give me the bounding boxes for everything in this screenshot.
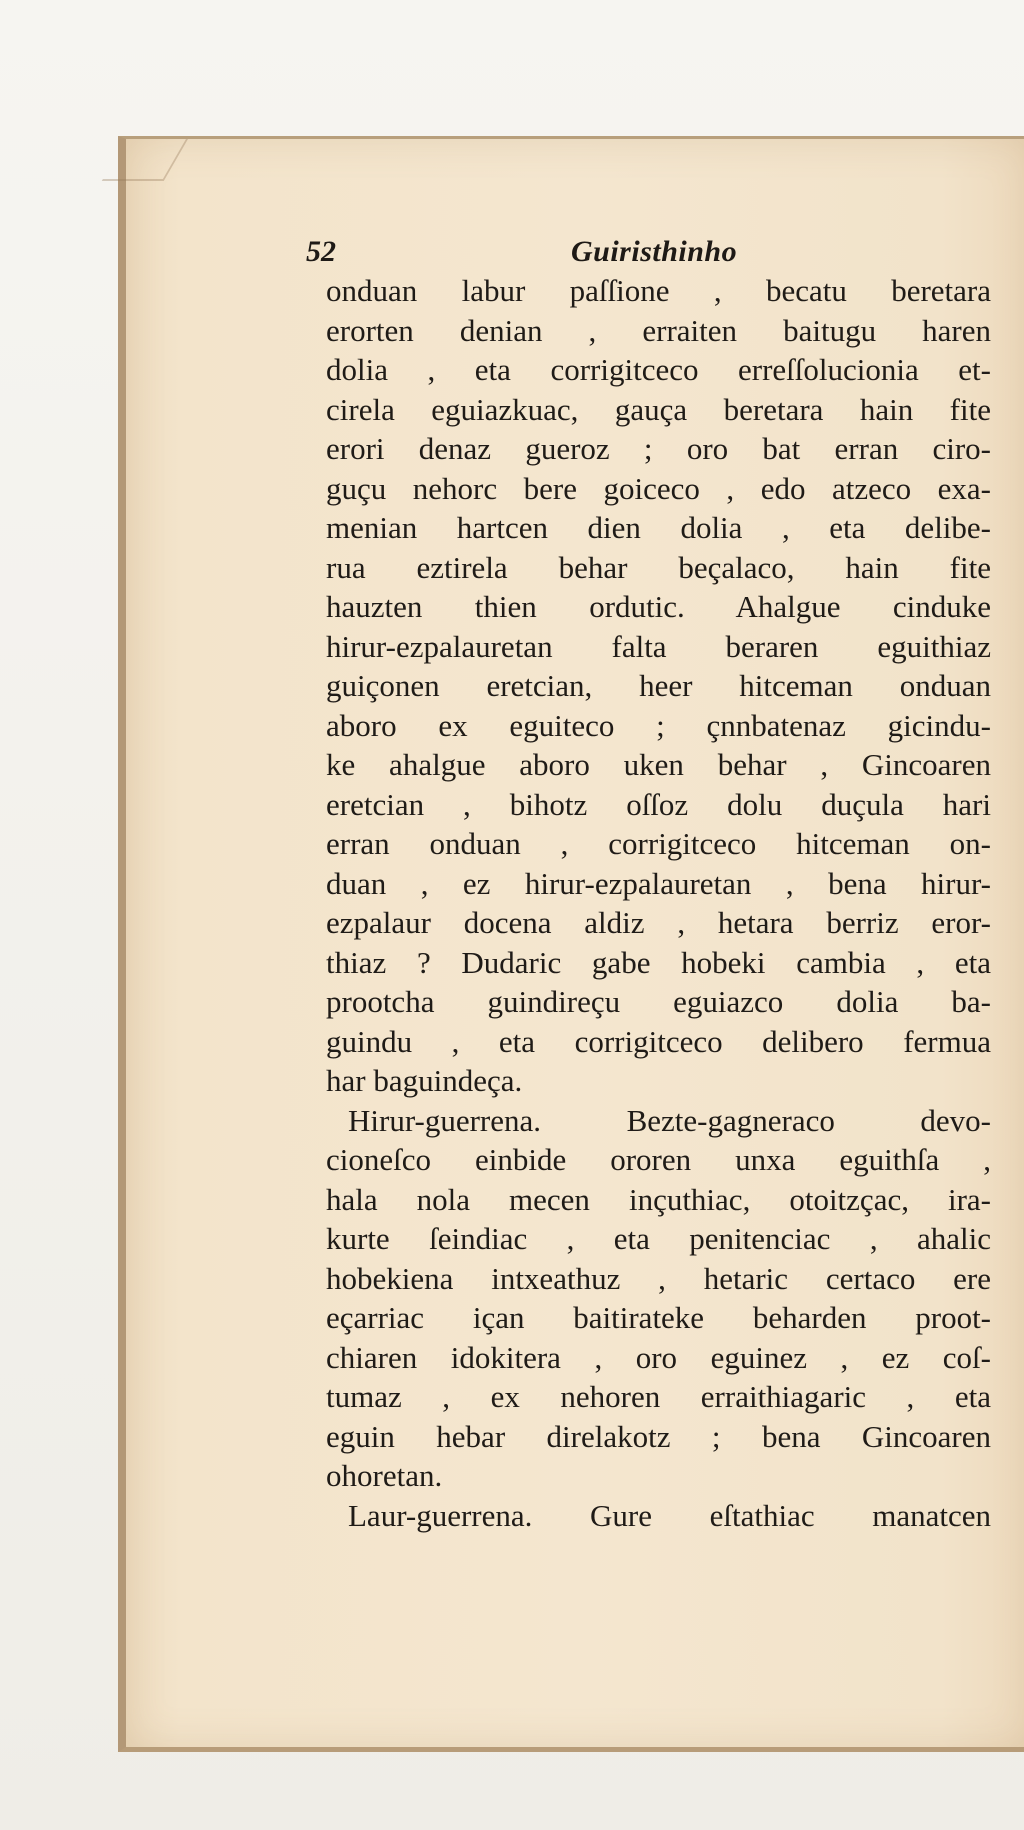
text-line: guindu , eta corrigitceco delibero fermua [326,1023,991,1059]
text-line: duan , ez hirur-ezpalauretan , bena hirur- [326,865,991,901]
text-line: aboro ex eguiteco ; çnnbatenaz gicindu- [326,707,991,743]
text-line: onduan labur paſſione , becatu beretara [326,273,991,308]
text-line: hobekiena intxeathuz , hetaric certaco ere [326,1260,991,1296]
paragraph-start: Hirur-guerrena. Bezte-gagneraco devo- [348,1102,991,1138]
text-line: cioneſco einbide ororen unxa eguithſa , [326,1142,991,1177]
text-line: guçu nehorc bere goiceco , edo atzeco exa- [326,470,991,506]
paragraph-start: Laur-guerrena. Gure eſtathiac manatcen [348,1497,991,1533]
text-line: menian hartcen dien dolia , eta delibe- [326,510,991,545]
text-line: cirela eguiazkuac, gauça beretara hain fite [326,391,991,427]
text-line: har baguindeça. [326,1063,523,1098]
text-line: ohoretan. [326,1458,443,1493]
text-line: hauzten thien ordutic. Ahalgue cinduke [326,589,991,624]
text-line: hirur-ezpalauretan falta beraren eguithiaz [326,628,991,664]
page-number: 52 [306,235,336,268]
text-line: prootcha guindireçu eguiazco dolia ba- [326,984,991,1019]
text-line: chiaren idokitera , oro eguinez , ez coſ- [326,1339,991,1375]
text-line: guiçonen eretcian, heer hitceman onduan [326,668,991,703]
text-line: ezpalaur docena aldiz , hetara berriz eror- [326,905,991,940]
running-head: Guiristhinho [571,235,738,268]
text-line: erori denaz gueroz ; oro bat erran ciro- [326,431,991,466]
text-line: kurte ſeindiac , eta penitenciac , ahalic [326,1221,991,1256]
text-line: tumaz , ex nehoren erraithiagaric , eta [326,1379,991,1414]
text-line: eçarriac içan baitirateke beharden proot- [326,1300,991,1335]
text-line: thiaz ? Dudaric gabe hobeki cambia , eta [326,944,991,980]
text-line: dolia , eta corrigitceco erreſſolucionia et- [326,352,991,387]
text-line: erran onduan , corrigitceco hitceman on- [326,826,991,861]
body-text [326,271,991,1535]
text-line: erorten denian , erraiten baitugu haren [326,312,991,348]
book-page [118,136,1024,1752]
text-line: rua eztirela behar beçalaco, hain fite [326,549,991,585]
text-line: hala nola mecen inçuthiac, otoitzçac, ira- [326,1181,991,1217]
text-line: eguin hebar direlakotz ; bena Gincoaren [326,1418,991,1454]
page-header [126,235,1024,275]
text-line: eretcian , bihotz oſſoz dolu duçula hari [326,786,991,822]
text-line: ke ahalgue aboro uken behar , Gincoaren [326,747,991,782]
